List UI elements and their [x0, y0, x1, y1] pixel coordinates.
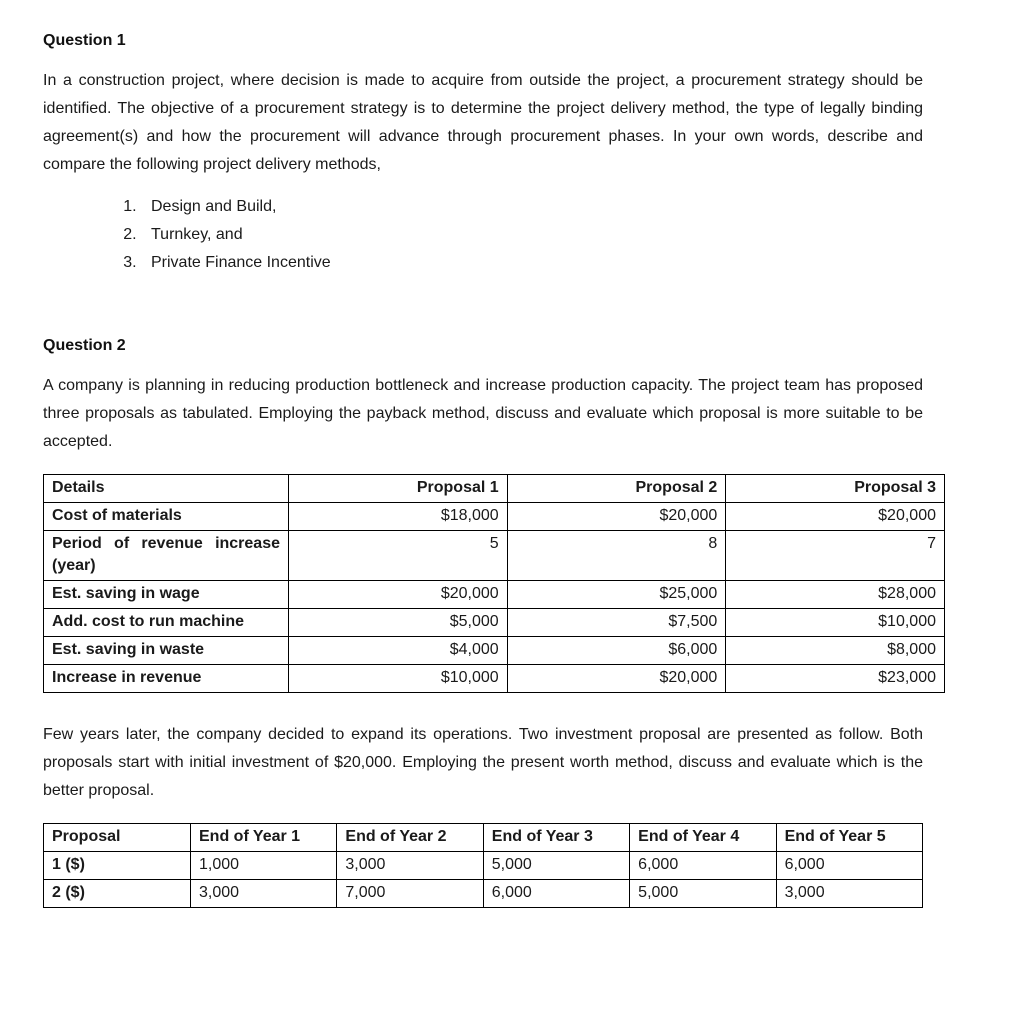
- table-row: [44, 637, 945, 665]
- table-cell: $20,000: [507, 503, 726, 531]
- table-cell: $28,000: [726, 581, 945, 609]
- table-cell: 6,000: [630, 852, 776, 880]
- table-cell: 7,000: [337, 880, 483, 908]
- delivery-method-item-2: 2. Turnkey, and: [141, 221, 923, 249]
- table-cell: 3,000: [191, 880, 337, 908]
- table-header-cell: End of Year 1: [191, 824, 337, 852]
- question-2-section: [43, 337, 945, 908]
- delivery-method-item-1: 1. Design and Build,: [141, 193, 923, 221]
- table-cell: $18,000: [289, 503, 508, 531]
- table-cell: Period of revenue increase (year): [44, 531, 289, 581]
- proposals-comparison-table: [43, 474, 945, 693]
- table-cell: 5: [289, 531, 508, 581]
- table-row: [44, 503, 945, 531]
- table-row: [44, 609, 945, 637]
- table-cell: $23,000: [726, 665, 945, 693]
- table-header-cell: End of Year 4: [630, 824, 776, 852]
- table-row: [44, 880, 923, 908]
- table-cell: 5,000: [630, 880, 776, 908]
- table-cell: 3,000: [776, 880, 922, 908]
- table-cell: 7: [726, 531, 945, 581]
- table-cell: $4,000: [289, 637, 508, 665]
- table-cell: $20,000: [289, 581, 508, 609]
- question-1-section: [43, 32, 945, 277]
- table-row: [44, 852, 923, 880]
- table-cell: 6,000: [483, 880, 629, 908]
- table-cell: $7,500: [507, 609, 726, 637]
- table-header-cell: Proposal 2: [507, 475, 726, 503]
- table-cell: 3,000: [337, 852, 483, 880]
- table-cell: Cost of materials: [44, 503, 289, 531]
- table-cell: $20,000: [726, 503, 945, 531]
- table-header-cell: Proposal 3: [726, 475, 945, 503]
- table-header-cell: Details: [44, 475, 289, 503]
- table-cell: $8,000: [726, 637, 945, 665]
- table-cell: Increase in revenue: [44, 665, 289, 693]
- table-cell: Add. cost to run machine: [44, 609, 289, 637]
- table-header-cell: End of Year 3: [483, 824, 629, 852]
- table-cell: 1,000: [191, 852, 337, 880]
- table-cell: $20,000: [507, 665, 726, 693]
- table-header-cell: Proposal: [44, 824, 191, 852]
- table-cell: $5,000: [289, 609, 508, 637]
- question-1-paragraph: In a construction project, where decision is made to acquire from outside the project, a procurement strategy should be identified. The objective of a procurement strategy is to determine the project delivery method, the type of legally binding agreement(s) and how the procurement will advance through procurement phases. In your own words, describe and compare the following project delivery methods,: [43, 72, 923, 173]
- table-cell: 2 ($): [44, 880, 191, 908]
- table-header-row: [44, 824, 923, 852]
- delivery-methods-list: [43, 193, 923, 277]
- table-cell: $10,000: [726, 609, 945, 637]
- table-header-cell: End of Year 5: [776, 824, 922, 852]
- investment-cashflow-table: [43, 823, 923, 908]
- table-header-row: [44, 475, 945, 503]
- delivery-method-item-3: 3. Private Finance Incentive: [141, 249, 923, 277]
- question-2-paragraph-1: A company is planning in reducing production bottleneck and increase production capacity. The project team has proposed three proposals as tabulated. Employing the payback method, discuss and evaluate which proposal is more suitable to be accepted.: [43, 377, 923, 450]
- table-header-cell: End of Year 2: [337, 824, 483, 852]
- table-cell: $6,000: [507, 637, 726, 665]
- table-row: [44, 581, 945, 609]
- table-cell: 1 ($): [44, 852, 191, 880]
- table-header-cell: Proposal 1: [289, 475, 508, 503]
- table-cell: Est. saving in wage: [44, 581, 289, 609]
- question-2-paragraph-2: Few years later, the company decided to expand its operations. Two investment proposal are presented as follow. Both proposals start with initial investment of $20,000. Employing the present worth method, discuss and evaluate which is the better proposal.: [43, 726, 923, 799]
- question-2-heading: Question 2: [43, 337, 126, 354]
- table-row: [44, 531, 945, 581]
- table-cell: 8: [507, 531, 726, 581]
- table-cell: 6,000: [776, 852, 922, 880]
- table-cell: $25,000: [507, 581, 726, 609]
- table-row: [44, 665, 945, 693]
- table-cell: 5,000: [483, 852, 629, 880]
- table-cell: Est. saving in waste: [44, 637, 289, 665]
- table-cell: $10,000: [289, 665, 508, 693]
- question-1-heading: Question 1: [43, 32, 126, 49]
